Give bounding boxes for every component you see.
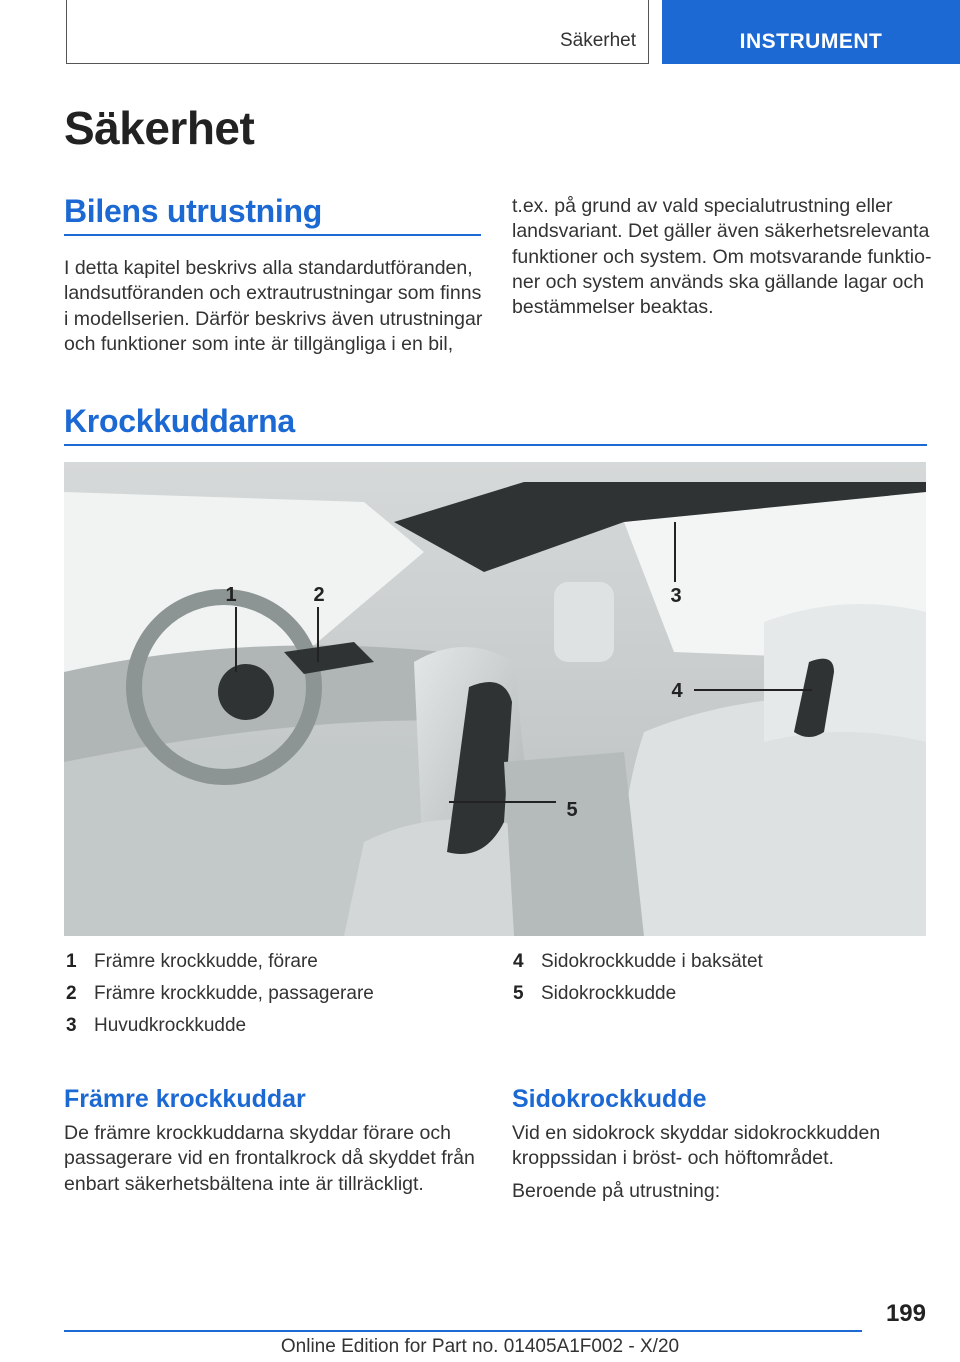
legend-label: Främre krockkudde, förare	[94, 951, 318, 972]
legend-item	[66, 978, 486, 1010]
callout-3: 3	[670, 585, 682, 607]
front-airbags-heading: Främre krockkuddar	[64, 1085, 306, 1113]
callout-5: 5	[566, 799, 578, 821]
equipment-text-right: t.ex. på grund av vald specialutrustning eller landsvariant. Det gäller även säkerhetsrelevanta funktioner och system. Om motsvarande funktioner och system används ska gällande lagar och bestämmelser beaktas.	[512, 195, 932, 319]
legend-label: Sidokrockkudde i baksätet	[541, 951, 763, 972]
legend-label: Huvudkrockkudde	[94, 1015, 247, 1036]
footer-edition: Online Edition for Part no. 01405A1F002 - X/20	[280, 1336, 680, 1357]
legend-number: 5	[513, 983, 524, 1004]
callout-4: 4	[671, 680, 683, 702]
section-tab	[66, 0, 649, 64]
legend-label: Sidokrockkudde	[541, 983, 677, 1004]
side-airbag-heading: Sidokrockkudde	[512, 1085, 707, 1113]
legend-item	[513, 978, 933, 1010]
side-airbag-text: Vid en sidokrock skyddar sidokrockkudden kroppssidan i bröst- och höftområdet.	[512, 1122, 881, 1170]
front-airbags-text: De främre krockkuddarna skyddar förare och passagerare vid en frontalkrock då skyddet från enbart säkerhetsbältena inte är tillräckligt.	[64, 1122, 475, 1195]
legend-number: 1	[66, 951, 77, 972]
legend-number: 3	[66, 1015, 77, 1036]
heading-rule	[64, 234, 481, 236]
equipment-text-left: I detta kapitel beskrivs alla standardutföranden, landsutföranden och extrautrustningar som finns i modellserien. Därför beskrivs även utrustningar och funktioner som inte är tillgängliga i en bil,	[64, 257, 483, 355]
section-heading-equipment: Bilens utrustning	[64, 193, 323, 229]
legend-label: Främre krockkudde, passagerare	[94, 983, 374, 1004]
legend-right	[513, 946, 933, 1010]
legend-left	[66, 946, 486, 1042]
airbag-illustration	[64, 462, 926, 936]
legend-number: 2	[66, 983, 77, 1004]
page-number: 199	[885, 1300, 926, 1327]
car-interior-drawing	[64, 462, 926, 936]
section-heading-airbags: Krockkuddarna	[64, 403, 295, 439]
footer-rule	[64, 1330, 862, 1332]
section-tab-label: Säkerhet	[559, 30, 636, 51]
chapter-tab-label: INSTRUMENT	[739, 30, 883, 53]
heading-rule	[64, 444, 927, 446]
legend-item	[66, 1010, 486, 1042]
callout-2: 2	[313, 584, 325, 606]
legend-item	[513, 946, 933, 978]
callout-1: 1	[225, 584, 237, 606]
legend-number: 4	[513, 951, 524, 972]
chapter-tab[interactable]	[662, 0, 960, 64]
legend-item	[66, 946, 486, 978]
side-airbag-text-2: Beroende på utrustning:	[512, 1180, 721, 1202]
page-title: Säkerhet	[64, 102, 255, 154]
